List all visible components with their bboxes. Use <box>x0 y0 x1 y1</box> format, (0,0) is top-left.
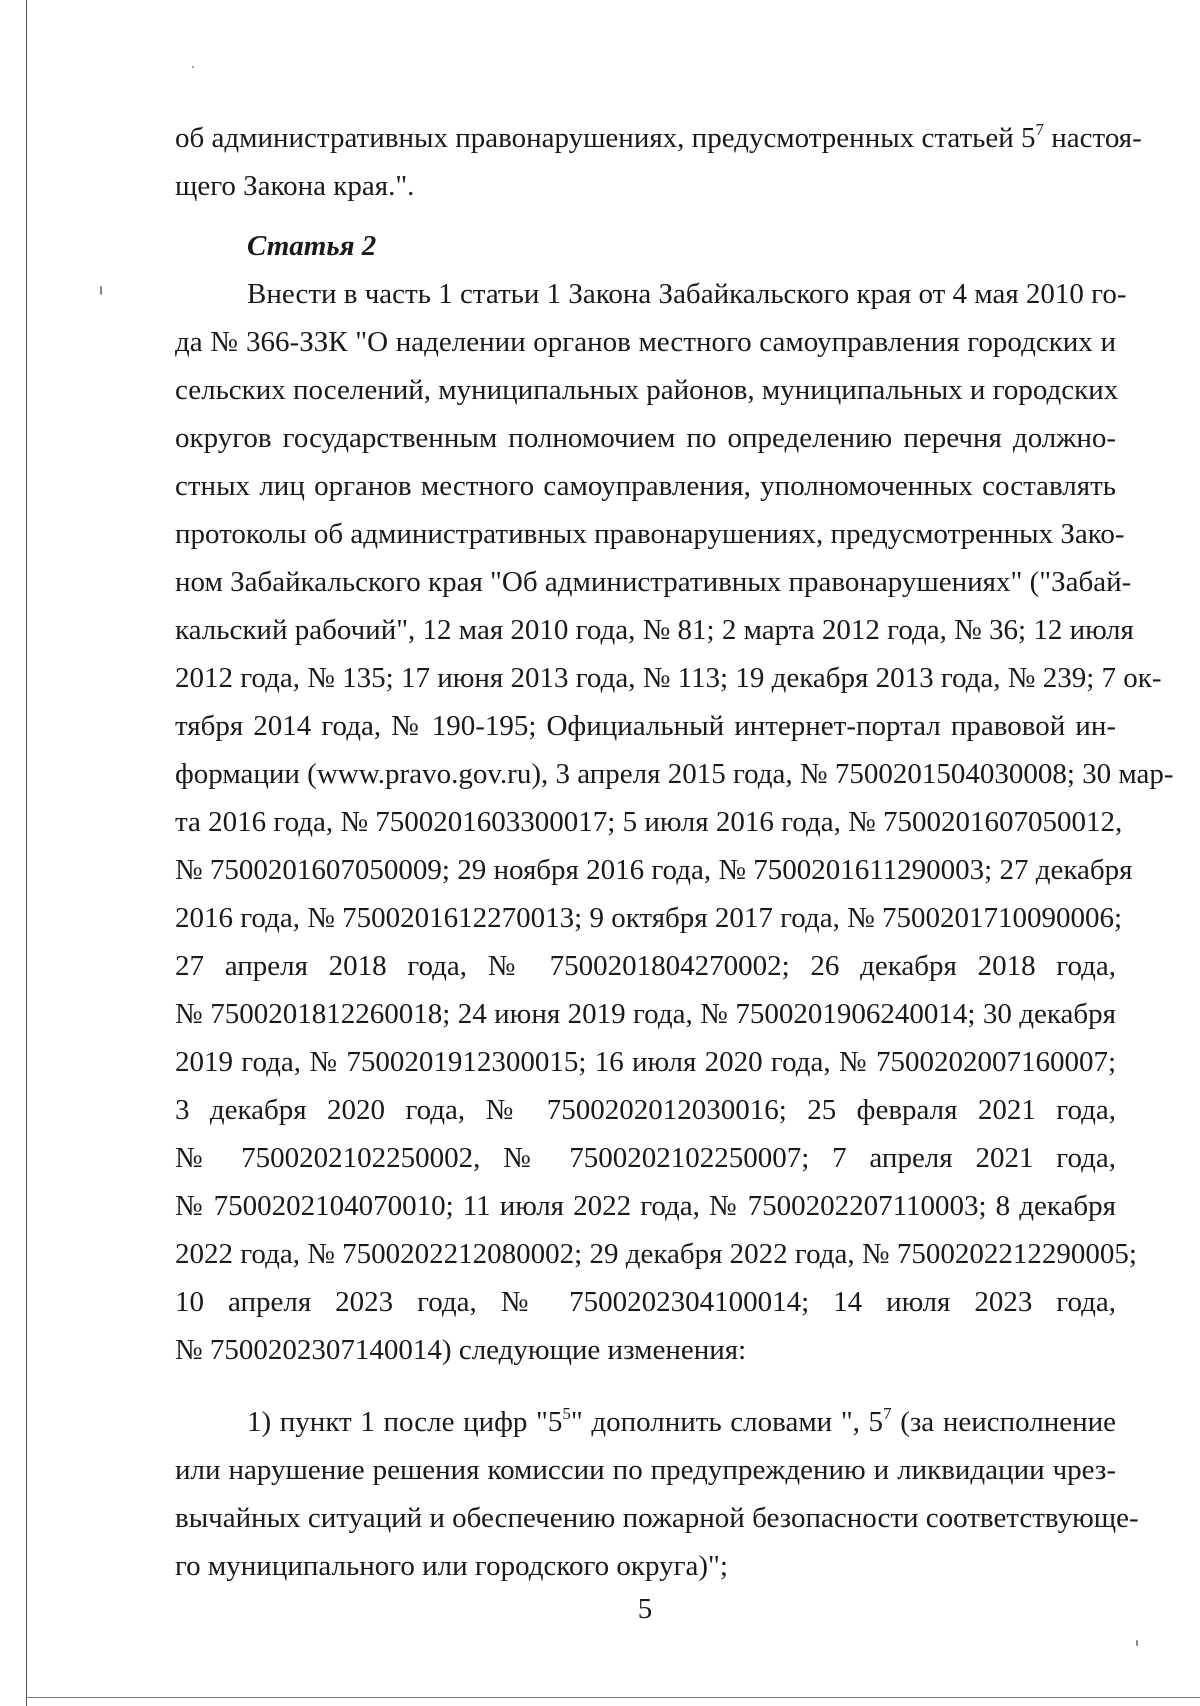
scan-speck <box>100 286 102 295</box>
paragraph-line: № 7500202102250002, № 7500202102250007; 7 апреля 2021 года, <box>175 1142 1116 1174</box>
paragraph-line: стных лиц органов местного самоуправления, уполномоченных составлять <box>175 470 1116 502</box>
paragraph-line: кальский рабочий", 12 мая 2010 года, № 81; 2 марта 2012 года, № 36; 12 июля <box>175 614 1134 646</box>
paragraph-line: округов государственным полномочием по определению перечня должно- <box>175 422 1116 454</box>
paragraph-line: № 7500202307140014) следующие изменения: <box>175 1334 747 1366</box>
scan-edge-bottom <box>26 1697 1200 1698</box>
paragraph-line: протоколы об административных правонарушениях, предусмотренных Зако- <box>175 518 1125 550</box>
paragraph-line: № 7500202104070010; 11 июля 2022 года, № 7500202207110003; 8 декабря <box>175 1190 1116 1222</box>
paragraph-line: 2016 года, № 7500201612270013; 9 октября 2017 года, № 7500201710090006; <box>175 902 1123 934</box>
paragraph-line: 2019 года, № 7500201912300015; 16 июля 2020 года, № 7500202007160007; <box>175 1046 1116 1078</box>
paragraph-line: формации (www.pravo.gov.ru), 3 апреля 2015 года, № 7500201504030008; 30 мар- <box>175 758 1174 790</box>
paragraph-line: № 7500201812260018; 24 июня 2019 года, № 7500201906240014; 30 декабря <box>175 998 1116 1030</box>
scan-speck <box>1136 1640 1138 1646</box>
paragraph-line: 2022 года, № 7500202212080002; 29 декабря 2022 года, № 7500202212290005; <box>175 1238 1137 1270</box>
article-heading-block <box>175 222 1116 270</box>
paragraph-line: 27 апреля 2018 года, № 7500201804270002; 26 декабря 2018 года, <box>175 950 1116 982</box>
item-1-line: вычайных ситуаций и обеспечению пожарной безопасности соответствующе- <box>175 1502 1139 1534</box>
paragraph-line: № 7500201607050009; 29 ноября 2016 года, № 7500201611290003; 27 декабря <box>175 854 1133 886</box>
paragraph-line: 10 апреля 2023 года, № 7500202304100014; 14 июля 2023 года, <box>175 1286 1116 1318</box>
paragraph-line: да № 366-ЗЗК "О наделении органов местного самоуправления городских и <box>175 326 1116 358</box>
intro-text <box>175 114 1142 210</box>
item-1-line: го муниципального или городского округа)"; <box>175 1550 728 1582</box>
paragraph-line: 2012 года, № 135; 17 июня 2013 года, № 113; 19 декабря 2013 года, № 239; 7 ок- <box>175 662 1162 694</box>
item-1 <box>175 1398 1139 1590</box>
paragraph-line: та 2016 года, № 7500201603300017; 5 июля 2016 года, № 7500201607050012, <box>175 806 1123 838</box>
item-1-line: или нарушение решения комиссии по предупреждению и ликвидации чрез- <box>175 1454 1116 1486</box>
intro-line-2: щего Закона края.". <box>175 170 415 202</box>
page-number: 5 <box>637 1593 653 1625</box>
item-1-line: 1) пункт 1 после цифр "$5^5$" дополнить словами ", $5^7$ (за неисполнение <box>247 1404 1117 1438</box>
paragraph-line: ном Забайкальского края "Об административных правонарушениях" ("Забай- <box>175 566 1132 598</box>
paragraph-line: сельских поселений, муниципальных районов, муниципальных и городских <box>175 374 1119 406</box>
paragraph-line: 3 декабря 2020 года, № 7500202012030016; 25 февраля 2021 года, <box>175 1094 1116 1126</box>
paragraph-line: Внести в часть 1 статьи 1 Закона Забайкальского края от 4 мая 2010 го- <box>247 278 1127 310</box>
scan-speck <box>192 66 194 68</box>
article-paragraph <box>175 270 1174 1374</box>
paragraph-line: тября 2014 года, № 190-195; Официальный интернет-портал правовой ин- <box>175 710 1116 742</box>
article-heading: Статья 2 <box>247 230 377 262</box>
intro-line-1: об административных правонарушениях, предусмотренных статьей $5^7$ настоя- <box>175 120 1142 154</box>
scan-edge-left <box>26 0 27 1706</box>
